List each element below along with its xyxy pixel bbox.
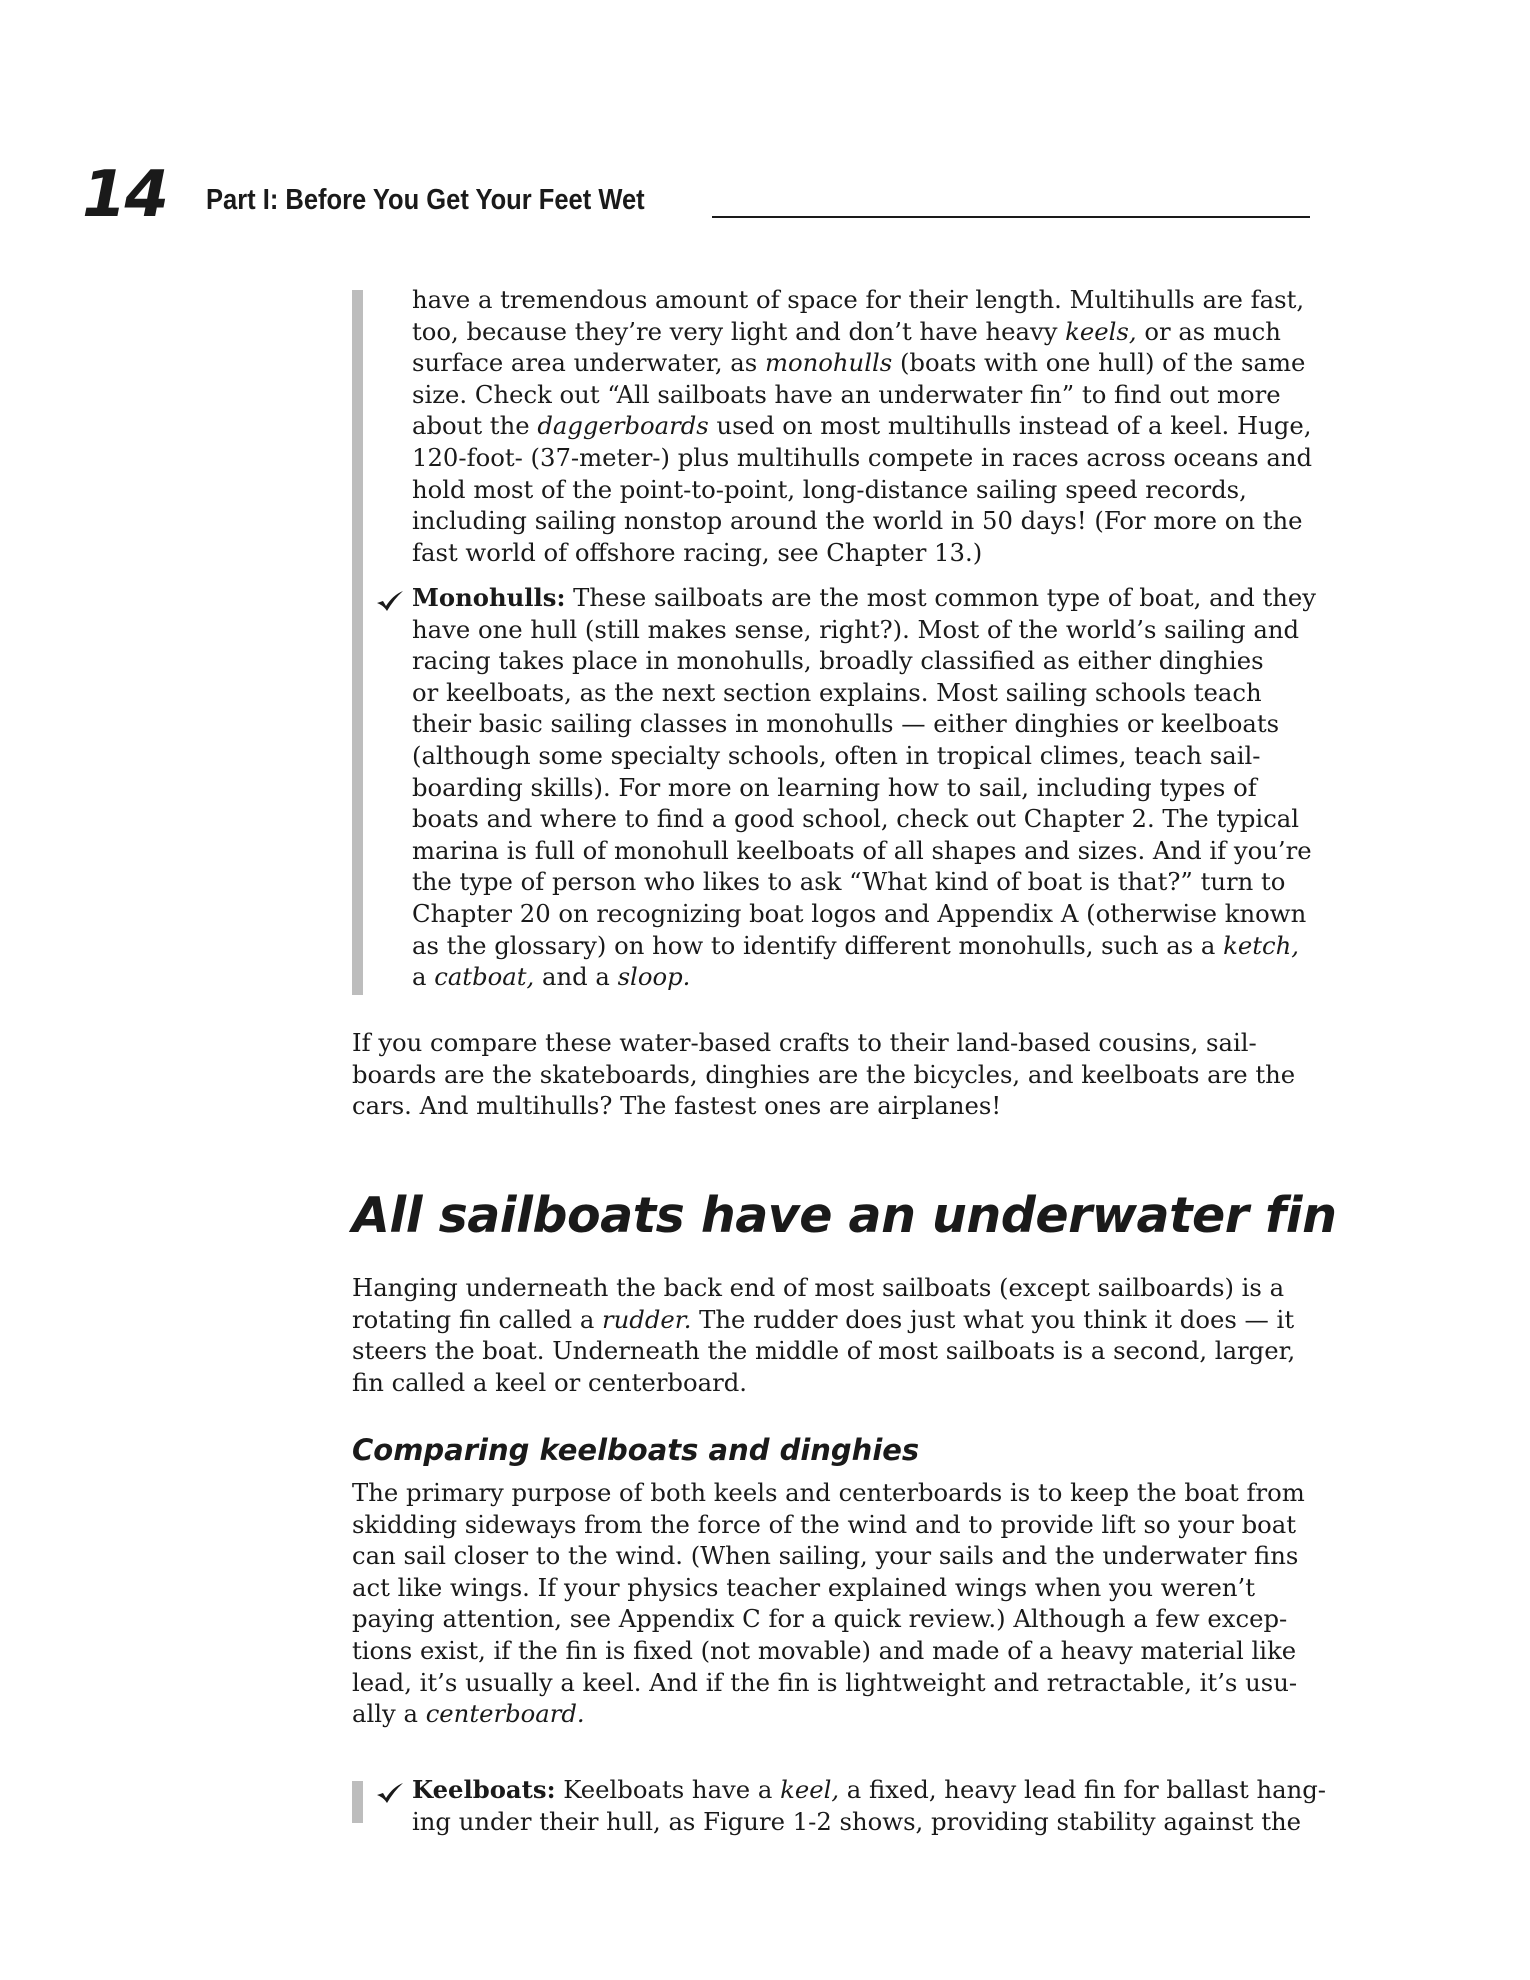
- text-line: rotating fin called a rudder. The rudder does just what you think it does — it: [352, 1304, 1295, 1334]
- text-line: can sail closer to the wind. (When sailing, your sails and the underwater fins: [352, 1541, 1299, 1571]
- sidebar-bar-upper: [352, 290, 363, 995]
- text-line: or keelboats, as the next section explains. Most sailing schools teach: [412, 677, 1262, 707]
- text-line: boats and where to find a good school, check out Chapter 2. The typical: [412, 804, 1300, 834]
- keelboats-bullet-paragraph: [412, 1774, 1326, 1837]
- bold-term: Keelboats:: [412, 1775, 556, 1804]
- text-line: the type of person who likes to ask “What kind of boat is that?” turn to: [412, 867, 1286, 897]
- text-line: steers the boat. Underneath the middle of most sailboats is a second, larger,: [352, 1336, 1296, 1366]
- text-line: fin called a keel or centerboard.: [352, 1367, 747, 1397]
- text-line: If you compare these water-based crafts to their land-based cousins, sail-: [352, 1028, 1257, 1057]
- text-line: their basic sailing classes in monohulls — either dinghies or keelboats: [412, 709, 1280, 739]
- text-line: Chapter 20 on recognizing boat logos and Appendix A (otherwise known: [412, 898, 1307, 928]
- italic-term: daggerboards: [537, 411, 709, 441]
- text-line: boards are the skateboards, dinghies are the bicycles, and keelboats are the: [352, 1059, 1296, 1089]
- text-line: racing takes place in monohulls, broadly classified as either dinghies: [412, 646, 1264, 676]
- text-line: Keelboats: Keelboats have a keel, a fixed, heavy lead fin for ballast hang-: [412, 1775, 1327, 1804]
- text-line: (although some specialty schools, often in tropical climes, teach sail-: [412, 740, 1261, 770]
- text-line: The primary purpose of both keels and centerboards is to keep the boat from: [352, 1478, 1305, 1507]
- fin-paragraph: [352, 1272, 1295, 1398]
- check-bullet-icon: [375, 589, 405, 613]
- italic-term: keel,: [780, 1775, 840, 1804]
- text-line: 120-foot- (37-meter-) plus multihulls compete in races across oceans and: [412, 442, 1313, 472]
- multihulls-continued-paragraph: [412, 284, 1312, 568]
- text-line: boarding skills). For more on learning how to sail, including types of: [412, 772, 1257, 802]
- text-line: ally a centerboard.: [352, 1699, 585, 1729]
- text-line: size. Check out “All sailboats have an underwater fin” to find out more: [412, 379, 1281, 409]
- italic-term: sloop.: [617, 962, 691, 992]
- text-line: fast world of offshore racing, see Chapter 13.): [412, 537, 983, 567]
- text-line: lead, it’s usually a keel. And if the fin is lightweight and retractable, it’s usu-: [352, 1667, 1298, 1697]
- text-line: skidding sideways from the force of the wind and to provide lift so your boat: [352, 1509, 1297, 1539]
- italic-term: keels,: [1065, 316, 1137, 346]
- text-line: surface area underwater, as monohulls (boats with one hull) of the same: [412, 348, 1306, 378]
- text-line: ing under their hull, as Figure 1-2 shows, providing stability against the: [412, 1806, 1302, 1836]
- text-line: cars. And multihulls? The fastest ones are airplanes!: [352, 1091, 1002, 1121]
- keel-paragraph: [352, 1477, 1305, 1730]
- text-line: act like wings. If your physics teacher explained wings when you weren’t: [352, 1572, 1256, 1602]
- text-line: paying attention, see Appendix C for a quick review.) Although a few excep-: [352, 1604, 1288, 1634]
- running-head-title: Part I: Before You Get Your Feet Wet: [206, 184, 645, 216]
- subsection-heading: Comparing keelboats and dinghies: [352, 1433, 920, 1467]
- text-line: hold most of the point-to-point, long-distance sailing speed records,: [412, 474, 1247, 504]
- comparison-paragraph: [352, 1027, 1295, 1122]
- text-line: Hanging underneath the back end of most sailboats (except sailboards) is a: [352, 1273, 1285, 1302]
- running-head-rule: [712, 216, 1310, 218]
- text-line: as the glossary) on how to identify different monohulls, such as a ketch,: [412, 930, 1299, 960]
- italic-term: rudder.: [602, 1304, 692, 1334]
- text-line: about the daggerboards used on most multihulls instead of a keel. Huge,: [412, 411, 1312, 441]
- check-bullet-icon: [375, 1781, 405, 1805]
- sidebar-bar-lower: [352, 1781, 363, 1823]
- text-line: have one hull (still makes sense, right?). Most of the world’s sailing and: [412, 614, 1300, 644]
- text-line: have a tremendous amount of space for their length. Multihulls are fast,: [412, 285, 1305, 314]
- section-heading: All sailboats have an underwater fin: [352, 1187, 1337, 1244]
- text-line: including sailing nonstop around the world in 50 days! (For more on the: [412, 506, 1303, 536]
- text-line: tions exist, if the fin is fixed (not movable) and made of a heavy material like: [352, 1635, 1297, 1665]
- monohulls-bullet-paragraph: [412, 582, 1316, 993]
- text-line: too, because they’re very light and don’t have heavy keels, or as much: [412, 316, 1281, 346]
- text-line: a catboat, and a sloop.: [412, 962, 691, 992]
- bold-term: Monohulls:: [412, 583, 566, 612]
- italic-term: catboat,: [434, 962, 535, 992]
- text-line: marina is full of monohull keelboats of all shapes and sizes. And if you’re: [412, 835, 1312, 865]
- text-line: Monohulls: These sailboats are the most common type of boat, and they: [412, 583, 1317, 612]
- page-number: 14: [82, 158, 168, 232]
- italic-term: ketch,: [1223, 930, 1299, 960]
- italic-term: centerboard.: [425, 1699, 585, 1729]
- italic-term: monohulls: [764, 348, 893, 378]
